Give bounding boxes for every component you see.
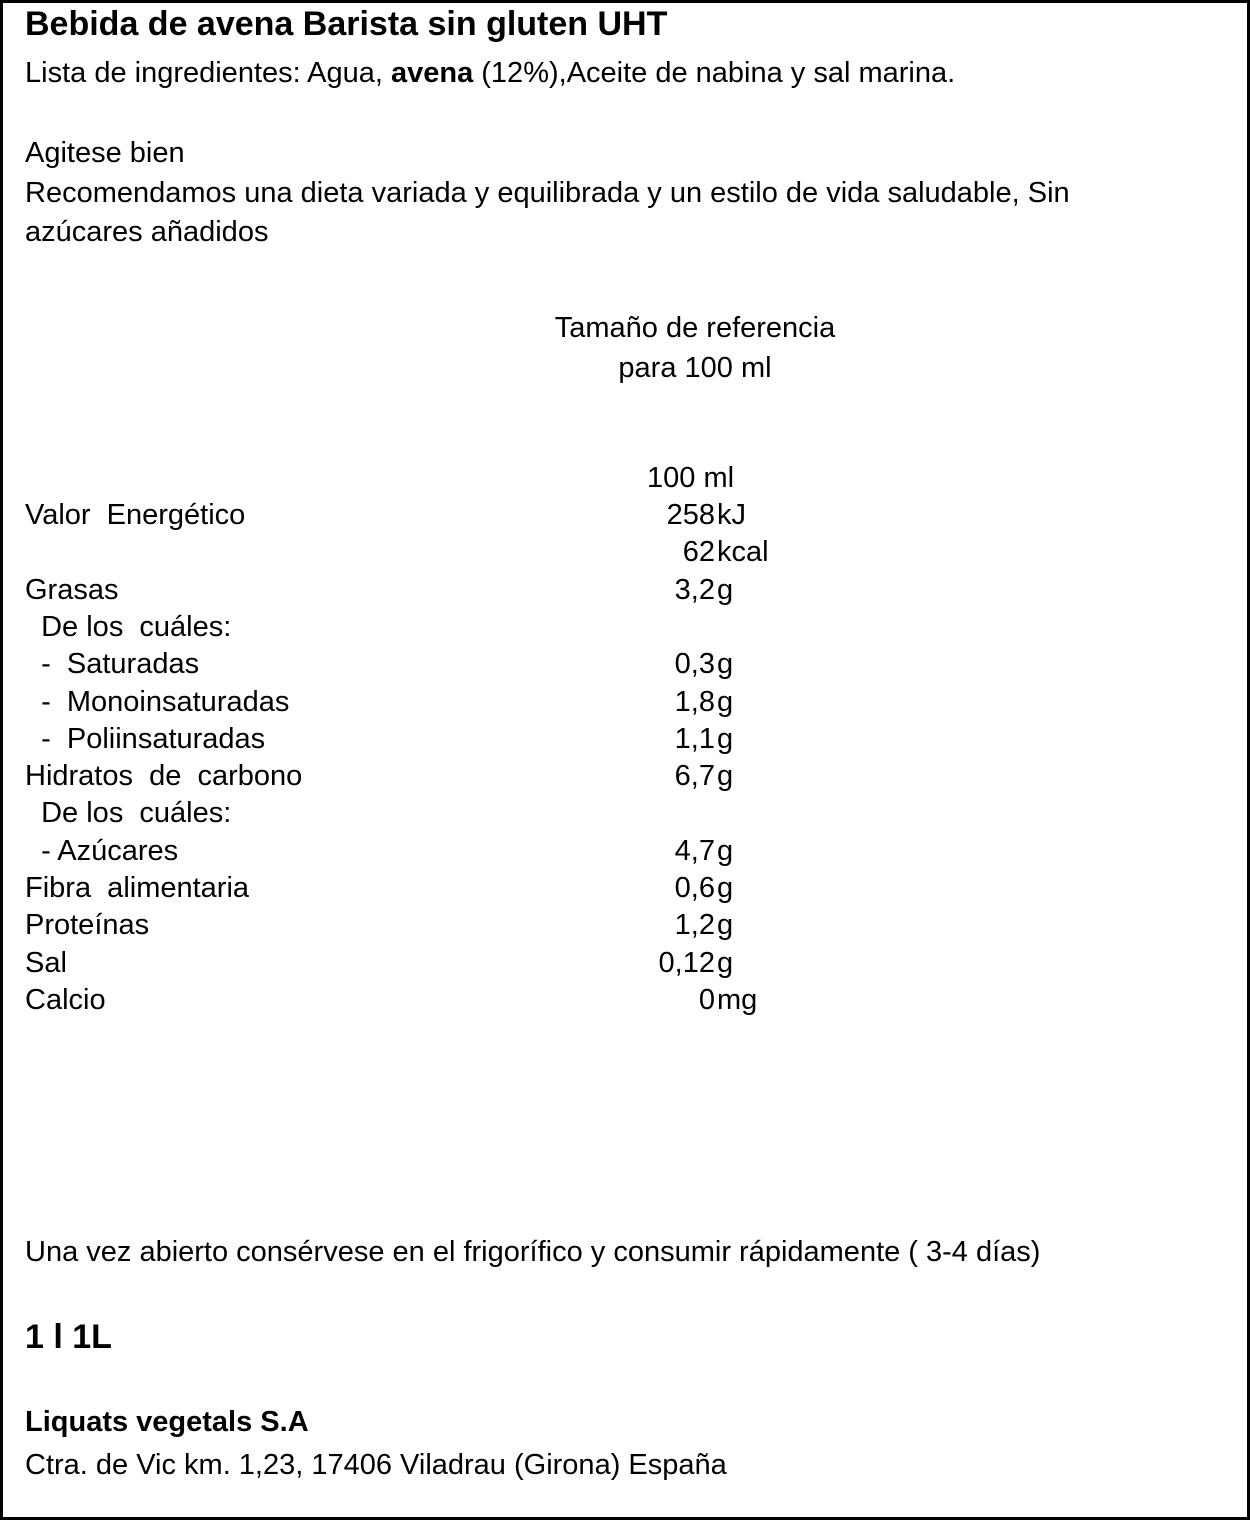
product-title: Bebida de avena Barista sin gluten UHT [25, 5, 668, 43]
nutrient-label: Proteínas [25, 909, 150, 941]
nutrient-value: 6,7 [674, 760, 715, 792]
nutrient-label: Hidratos de carbono [25, 760, 303, 792]
nutrient-value: 1,1 [674, 723, 715, 755]
nutrient-value: 258 [666, 499, 715, 531]
ingredients-prefix: Lista de ingredientes: Agua, [25, 57, 391, 89]
nutrient-unit: kJ [717, 499, 746, 531]
nutrient-value: 0 [698, 984, 715, 1016]
ingredients-suffix: (12%),Aceite de nabina y sal marina. [473, 57, 956, 89]
nutrient-value: 1,2 [674, 909, 715, 941]
nutrient-unit: g [717, 760, 734, 792]
shake-instruction: Agitese bien [25, 137, 185, 169]
company-address: Ctra. de Vic km. 1,23, 17406 Viladrau (Girona) España [25, 1449, 727, 1481]
ingredients-list [25, 55, 955, 91]
nutrient-unit: g [717, 872, 734, 904]
nutrient-value: 0,6 [674, 872, 715, 904]
nutrient-unit: g [717, 686, 734, 718]
nutrient-unit: g [717, 835, 734, 867]
reference-size-line-2: para 100 ml [618, 352, 772, 384]
nutrient-label: Sal [25, 947, 67, 979]
nutrient-label: - Monoinsaturadas [25, 686, 290, 718]
nutrient-label: De los cuáles: [25, 611, 232, 643]
column-header: 100 ml [647, 462, 735, 494]
reference-size-line-1: Tamaño de referencia [554, 312, 836, 344]
company-name: Liquats vegetals S.A [25, 1406, 309, 1438]
net-quantity: 1 l 1L [25, 1318, 112, 1356]
recommendation-line-2: azúcares añadidos [25, 216, 269, 248]
nutrient-unit: g [717, 909, 734, 941]
storage-note: Una vez abierto consérvese en el frigorífico y consumir rápidamente ( 3-4 días) [25, 1236, 1041, 1268]
nutrient-label: Calcio [25, 984, 106, 1016]
nutrient-value: 1,8 [674, 686, 715, 718]
nutrient-unit: mg [717, 984, 758, 1016]
nutrient-unit: g [717, 947, 734, 979]
ingredients-allergen: avena [390, 57, 474, 89]
nutrient-unit: g [717, 574, 734, 606]
nutrient-value: 0,3 [674, 648, 715, 680]
nutrient-value: 62 [682, 536, 715, 568]
nutrient-label: - Poliinsaturadas [25, 723, 266, 755]
nutrient-value: 3,2 [674, 574, 715, 606]
nutrient-label: - Saturadas [25, 648, 200, 680]
nutrient-label: - Azúcares [25, 835, 179, 867]
nutrient-unit: g [717, 723, 734, 755]
recommendation-line-1: Recomendamos una dieta variada y equilibrada y un estilo de vida saludable, Sin [25, 177, 1070, 209]
nutrient-value: 4,7 [674, 835, 715, 867]
nutrient-unit: g [717, 648, 734, 680]
nutrient-value: 0,12 [658, 947, 715, 979]
nutrient-label: Fibra alimentaria [25, 872, 250, 904]
nutrient-label: Valor Energético [25, 499, 246, 531]
nutrient-label: Grasas [25, 574, 119, 606]
nutrient-unit: kcal [717, 536, 769, 568]
nutrient-label: De los cuáles: [25, 797, 232, 829]
